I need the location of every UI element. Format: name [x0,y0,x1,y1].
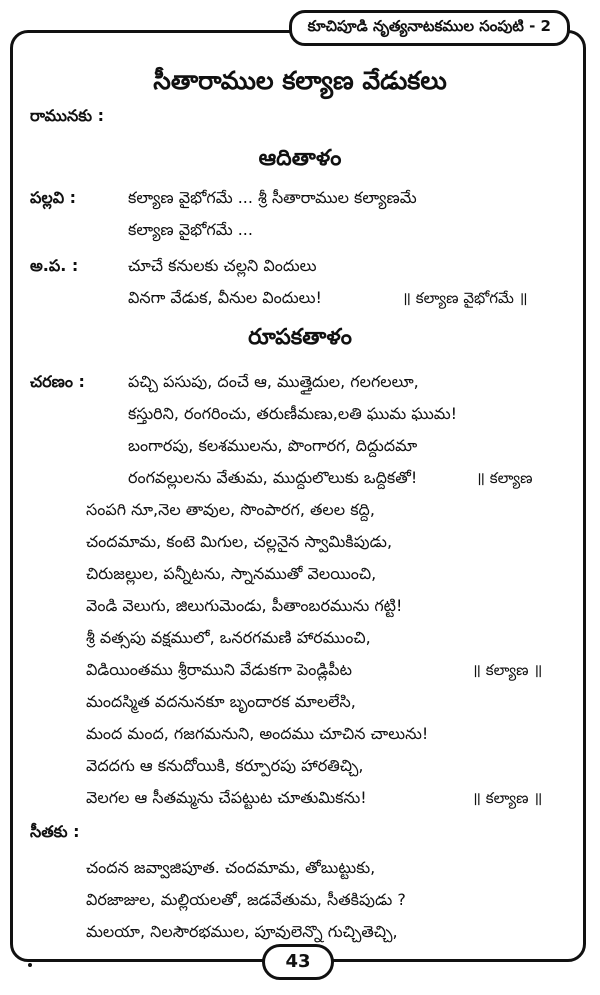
page-number: 43 [262,944,334,980]
anupallavi-refrain: ॥ కల్యాణ వైభోగమే ॥ [402,289,528,307]
charanam-line: రంగవల్లులను వేతుమ, ముద్దులొలుకు ఒద్దికతో! [128,468,418,487]
verse-line: వెలగల ఆ సీతమ్మను చేపట్టుట చూతుమికను! [86,788,367,807]
book-title-header: కూచిపూడి నృత్యనాటకముల సంపుటి - 2 [289,10,570,46]
verse-line: శ్రీ వత్సపు వక్షములో, ఒనరగమణి హారముంచి, [86,628,371,647]
label-pallavi: పల్లవి : [30,188,77,207]
pallavi-line: కల్యాణ వైభోగమే ... [128,220,253,239]
sita-line: విరజాజుల, మల్లియలతో, జడవేతుమ, సీతకిపుడు ? [86,890,406,909]
speaker-sita: సీతకు : [30,822,80,841]
charanam-line: కస్తురిని, రంగరించు, తరుణీమణు,లతి ఘుమ ఘుమ! [128,404,458,423]
verse-line: మందస్మిత వదనునకూ బృందారక మాలలేసి, [86,692,356,711]
speaker-rama: రామునకు : [30,106,105,125]
page-title: సీతారాముల కల్యాణ వేడుకలు [153,66,447,95]
label-charanam: చరణం : [30,372,85,391]
charanam-refrain: ॥ కల్యాణ [476,469,533,487]
sita-line: మలయా, నిలసౌరభముల, పూవులెన్నొ గుచ్చితెచ్చి, [86,922,398,941]
verse-line: చిరుజల్లుల, పన్నీటను, స్నానముతో వెలయించి, [86,564,377,583]
charanam-line: పచ్చి పసుపు, దంచే ఆ, ముత్తైదుల, గలగలలూ, [128,372,419,391]
print-dot [28,963,32,967]
anupallavi-line: చూచే కనులకు చల్లని విందులు [128,256,317,275]
charanam-line: బంగారపు, కలశములను, పొంగారగ, దిద్దుదమా [128,436,418,455]
verse-line: సంపగి నూ,నెల తావుల, సొంపారగ, తలల కద్ది, [86,500,375,519]
verse-refrain: ॥ కల్యాణ ॥ [472,789,543,807]
section-heading-adi: ఆదితాళం [258,146,342,171]
label-anupallavi: అ.ప. : [30,256,79,275]
verse-line: మంద మంద, గజగమనుని, అందము చూచిన చాలును! [86,724,429,743]
sita-line: చందన జవ్వాజిపూత. చందమామ, తోబుట్టుకు, [86,858,376,877]
verse-line: వెండి వెలుగు, జిలుగుమెండు, పీతాంబరమును గట్టి! [86,596,403,615]
verse-refrain: ॥ కల్యాణ ॥ [472,661,543,679]
section-heading-rupaka: రూపకతాళం [248,325,352,350]
verse-line: వెదదగు ఆ కనుదోయికి, కర్పూరపు హారతిచ్చి, [86,756,364,775]
verse-line: చందమామ, కంటె మిగుల, చల్లనైన స్వామికిపుడు, [86,532,393,551]
pallavi-line: కల్యాణ వైభోగమే ... శ్రీ సీతారాముల కల్యాణమే [128,188,417,207]
verse-line: విడియింతము శ్రీరాముని వేడుకగా పెండ్లిపీట [86,660,352,679]
anupallavi-line: వినగా వేడుక, వీనుల విందులు! [128,288,322,307]
